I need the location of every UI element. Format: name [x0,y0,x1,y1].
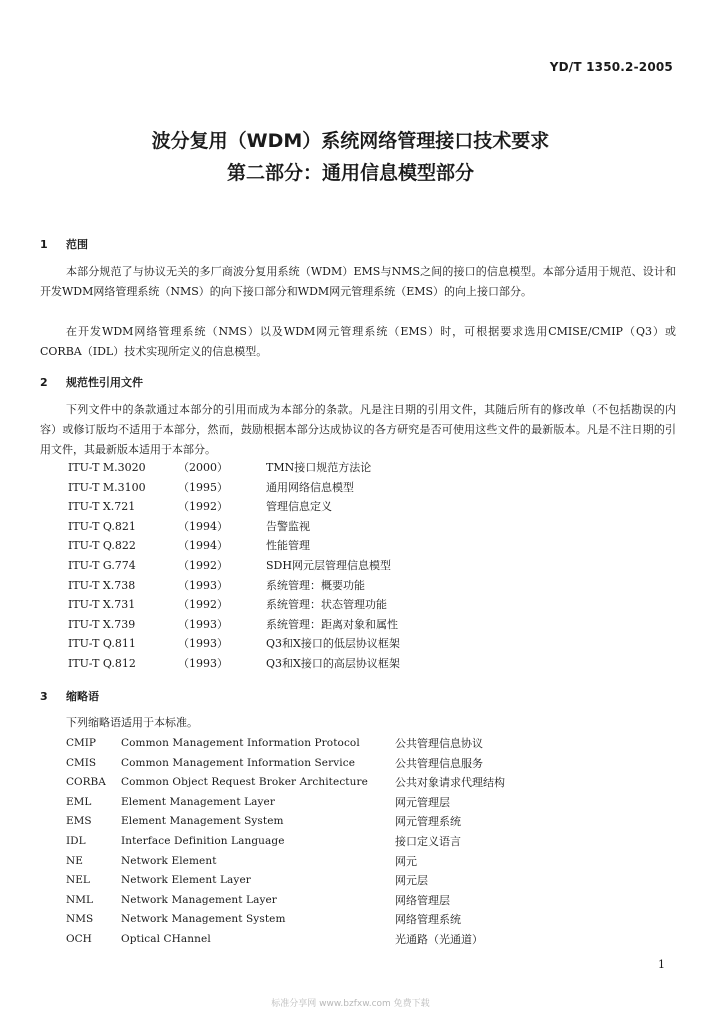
reference-year: （1992） [178,598,228,612]
reference-code: ITU-T Q.812 [68,656,136,670]
reference-code: ITU-T X.721 [68,500,136,514]
abbreviation-english: Common Management Information Service [121,756,356,769]
section-number: 3 [40,690,48,703]
reference-year: （1993） [178,578,228,592]
reference-year: （1994） [178,539,228,553]
reference-code: ITU-T Q.811 [68,637,136,651]
reference-year: （1995） [178,480,228,494]
abbreviation: CMIP [66,737,96,749]
reference-year: （1994） [178,519,228,533]
abbreviation-english: Interface Definition Language [121,834,285,847]
abbreviation: EML [66,795,92,808]
abbreviation-english: Element Management System [121,815,284,828]
abbreviation-english: Network Element [121,854,217,867]
reference-title: 性能管理 [266,539,310,553]
abbreviation: NML [66,893,93,906]
section-title: 范围 [66,238,88,251]
reference-title: 管理信息定义 [266,500,332,514]
reference-title: 通用网络信息模型 [266,480,354,494]
abbreviation: IDL [66,834,86,847]
reference-code: ITU-T X.738 [68,578,136,592]
abbreviation-chinese: 网元管理系统 [395,815,461,829]
document-subtitle: 第二部分：通用信息模型部分 [226,162,474,184]
abbreviation-chinese: 公共管理信息服务 [395,756,483,770]
reference-title: 系统管理：距离对象和属性 [266,617,398,631]
abbreviation-english: Common Management Information Protocol [121,737,360,749]
abbreviation-chinese: 网络管理层 [395,893,450,907]
reference-title: Q3和X接口的低层协议框架 [266,637,400,651]
reference-title: SDH网元层管理信息模型 [266,558,391,572]
abbreviation-chinese: 光通路（光通道） [395,932,483,946]
references-paragraph: 下列文件中的条款通过本部分的引用而成为本部分的条款。凡是注日期的引用文件，其随后所有的修改单（不包括勘误的内容）或修订版均不适用于本部分，然而，鼓励根据本部分达成协议的各方研究是否可使用这些文件的最新版本。凡是不注日期的引用文件，其最新版本适用于本部分。 [40,403,676,456]
reference-year: （1992） [178,558,228,572]
scope-paragraph-1: 本部分规范了与协议无关的多厂商波分复用系统（WDM）EMS与NMS之间的接口的信息模型。本部分适用于规范、设计和开发WDM网络管理系统（NMS）的向下接口部分和WDM网元管理系统（EMS）的向上接口部分。 [40,265,676,298]
abbreviation-english: Network Element Layer [121,874,251,887]
document-title: 波分复用（WDM）系统网络管理接口技术要求 [151,130,550,152]
abbreviation: NE [66,854,83,867]
section-heading-scope [40,236,88,252]
abbreviation-chinese: 网元管理层 [395,795,450,809]
watermark-link[interactable]: 标准分享网 www.bzfxw.com 免费下载 [271,999,430,1009]
reference-title: TMN接口规范方法论 [266,461,372,474]
section-number: 2 [40,376,48,389]
abbreviation-chinese: 网络管理系统 [395,913,461,927]
reference-year: （1992） [178,500,228,514]
abbreviation: EMS [66,815,92,828]
reference-year: （1993） [178,617,228,631]
abbreviation: CMIS [66,756,97,769]
reference-title: 告警监视 [266,519,310,533]
standard-number: YD/T 1350.2-2005 [549,60,673,74]
abbreviation-chinese: 公共管理信息协议 [395,737,483,750]
abbreviation-chinese: 公共对象请求代理结构 [395,776,505,790]
reference-code: ITU-T G.774 [68,558,136,572]
abbreviation-english: Element Management Layer [121,795,275,808]
scope-paragraph-2: 在开发WDM网络管理系统（NMS）以及WDM网元管理系统（EMS）时，可根据要求选用CMISE/CMIP（Q3）或CORBA（IDL）技术实现所定义的信息模型。 [40,325,676,358]
reference-code: ITU-T M.3020 [68,461,146,474]
reference-code: ITU-T X.731 [68,598,136,612]
abbreviations-intro: 下列缩略语适用于本标准。 [66,716,198,729]
reference-year: （2000） [178,461,228,474]
abbreviation: OCH [66,932,92,945]
reference-title: Q3和X接口的高层协议框架 [266,656,400,670]
section-title: 缩略语 [66,690,99,703]
abbreviation-english: Network Management Layer [121,893,277,906]
reference-code: ITU-T M.3100 [68,480,146,494]
reference-title: 系统管理：概要功能 [266,578,365,592]
reference-year: （1993） [178,656,228,670]
reference-year: （1993） [178,637,228,651]
abbreviation-english: Network Management System [121,913,286,926]
abbreviation-chinese: 接口定义语言 [395,834,461,848]
abbreviation-chinese: 网元 [395,854,417,868]
section-heading-normative-references [40,374,143,390]
abbreviation-chinese: 网元层 [395,874,428,888]
abbreviation: CORBA [66,776,106,789]
page-number: 1 [658,958,665,971]
section-heading-abbreviations [40,688,99,704]
abbreviation-english: Common Object Request Broker Architecture [121,776,368,789]
abbreviation-english: Optical CHannel [121,932,211,945]
reference-code: ITU-T Q.821 [68,519,136,533]
section-title: 规范性引用文件 [66,376,143,389]
reference-code: ITU-T X.739 [68,617,136,631]
abbreviation: NMS [66,913,94,926]
reference-code: ITU-T Q.822 [68,539,136,553]
abbreviation: NEL [66,874,90,887]
section-number: 1 [40,238,48,251]
reference-title: 系统管理：状态管理功能 [266,598,387,612]
